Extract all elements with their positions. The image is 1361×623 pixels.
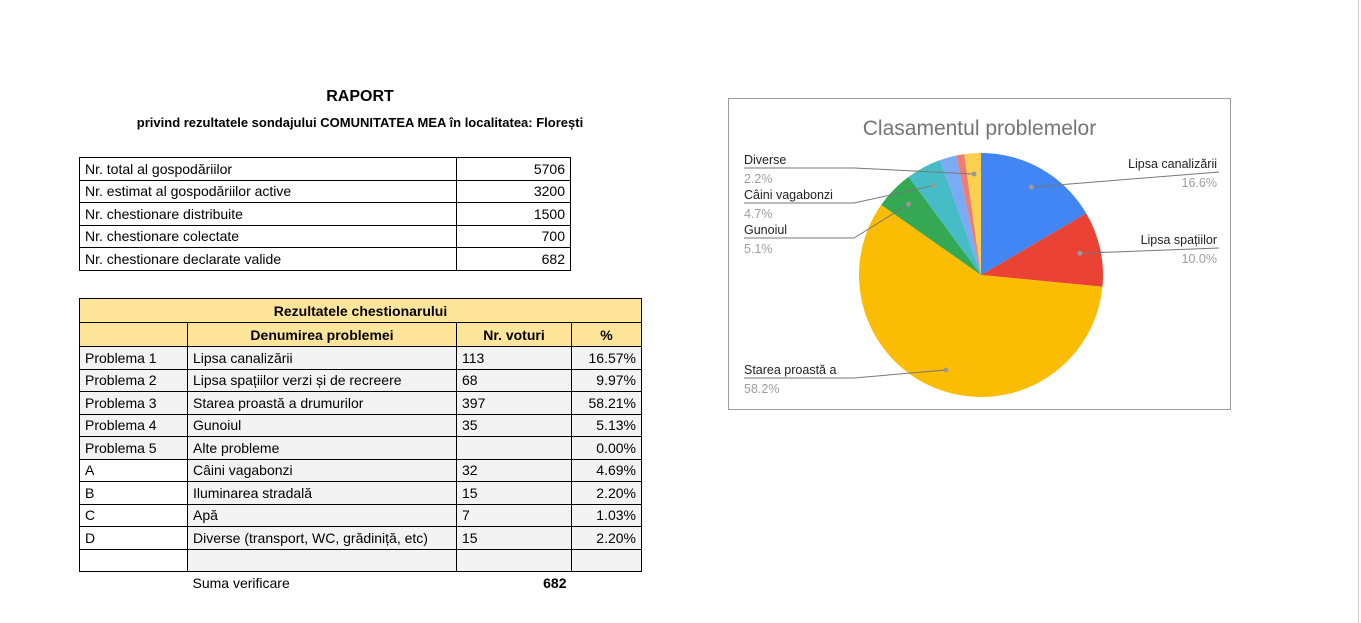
- info-table: [79, 157, 571, 271]
- row-name: Diverse (transport, WC, grădiniță, etc): [188, 527, 457, 550]
- info-label: Nr. chestionare colectate: [80, 225, 457, 248]
- pie-chart: [728, 98, 1231, 410]
- row-votes: [457, 437, 572, 460]
- row-pct: 0.00%: [572, 437, 642, 460]
- leader-dot: [1029, 185, 1034, 190]
- row-votes: 68: [457, 369, 572, 392]
- row-id: C: [80, 504, 188, 527]
- empty-row: [80, 549, 642, 572]
- sum-spacer: [80, 572, 188, 595]
- label-lipsa-canalizarii: Lipsa canalizării: [1128, 157, 1217, 171]
- info-value: 5706: [457, 158, 571, 181]
- row-id: Problema 2: [80, 369, 188, 392]
- info-row: [80, 248, 571, 271]
- leader-dot: [906, 202, 911, 207]
- label-gunoiul: Gunoiul: [744, 223, 788, 237]
- sum-value: 682: [457, 572, 572, 595]
- row-name: Alte probleme: [188, 437, 457, 460]
- row-name: Câini vagabonzi: [188, 459, 457, 482]
- leader-dot: [943, 367, 948, 372]
- empty-cell: [457, 549, 572, 572]
- table-row: [80, 347, 642, 370]
- sum-row: [80, 572, 642, 595]
- info-row: [80, 158, 571, 181]
- page-edge: [1358, 0, 1359, 623]
- row-pct: 9.97%: [572, 369, 642, 392]
- info-label: Nr. estimat al gospodăriilor active: [80, 180, 457, 203]
- pct-diverse: 2.2%: [744, 172, 773, 186]
- pct-gunoiul: 5.1%: [744, 242, 773, 256]
- table-row: [80, 527, 642, 550]
- pct-lipsa-canalizarii: 16.6%: [1181, 176, 1217, 190]
- row-name: Gunoiul: [188, 414, 457, 437]
- report-subtitle: privind rezultatele sondajului COMUNITATEA MEA în localitatea: Florești: [136, 115, 584, 130]
- row-id: Problema 3: [80, 392, 188, 415]
- row-votes: 113: [457, 347, 572, 370]
- pct-lipsa-spatiilor: 10.0%: [1181, 252, 1217, 266]
- sum-label: Suma verificare: [188, 572, 457, 595]
- row-pct: 16.57%: [572, 347, 642, 370]
- info-row: [80, 180, 571, 203]
- label-starea: Starea proastă a: [744, 363, 837, 377]
- leader-dot: [931, 183, 936, 188]
- row-id: Problema 1: [80, 347, 188, 370]
- info-value: 682: [457, 248, 571, 271]
- info-row: [80, 225, 571, 248]
- leader-dot: [1077, 251, 1082, 256]
- header-id: [80, 323, 188, 347]
- empty-cell: [80, 549, 188, 572]
- row-votes: 7: [457, 504, 572, 527]
- info-value: 700: [457, 225, 571, 248]
- row-votes: 15: [457, 527, 572, 550]
- row-pct: 2.20%: [572, 482, 642, 505]
- row-name: Starea proastă a drumurilor: [188, 392, 457, 415]
- row-pct: 5.13%: [572, 414, 642, 437]
- row-votes: 35: [457, 414, 572, 437]
- leader-dot: [972, 171, 977, 176]
- table-row: [80, 414, 642, 437]
- row-pct: 1.03%: [572, 504, 642, 527]
- table-row: [80, 392, 642, 415]
- row-id: Problema 4: [80, 414, 188, 437]
- row-id: Problema 5: [80, 437, 188, 460]
- table-row: [80, 437, 642, 460]
- row-name: Lipsa spațiilor verzi și de recreere: [188, 369, 457, 392]
- pct-starea: 58.2%: [744, 382, 780, 396]
- header-pct: %: [572, 323, 642, 347]
- row-pct: 2.20%: [572, 527, 642, 550]
- sum-spacer: [572, 572, 642, 595]
- row-name: Apă: [188, 504, 457, 527]
- label-diverse: Diverse: [744, 153, 787, 167]
- empty-cell: [572, 549, 642, 572]
- pct-caini: 4.7%: [744, 207, 773, 221]
- label-lipsa-spatiilor: Lipsa spațiilor: [1140, 233, 1217, 247]
- info-value: 3200: [457, 180, 571, 203]
- info-value: 1500: [457, 203, 571, 226]
- table-row: [80, 459, 642, 482]
- info-label: Nr. chestionare declarate valide: [80, 248, 457, 271]
- table-row: [80, 482, 642, 505]
- info-row: [80, 203, 571, 226]
- empty-cell: [188, 549, 457, 572]
- report-title: RAPORT: [326, 88, 394, 105]
- table-row: [80, 504, 642, 527]
- row-id: A: [80, 459, 188, 482]
- header-name: Denumirea problemei: [188, 323, 457, 347]
- row-name: Iluminarea stradală: [188, 482, 457, 505]
- row-votes: 32: [457, 459, 572, 482]
- info-label: Nr. total al gospodăriilor: [80, 158, 457, 181]
- info-label: Nr. chestionare distribuite: [80, 203, 457, 226]
- label-caini: Câini vagabonzi: [744, 188, 833, 202]
- row-id: B: [80, 482, 188, 505]
- row-id: D: [80, 527, 188, 550]
- row-pct: 58.21%: [572, 392, 642, 415]
- row-pct: 4.69%: [572, 459, 642, 482]
- results-table: [79, 298, 642, 594]
- table-row: [80, 369, 642, 392]
- row-votes: 15: [457, 482, 572, 505]
- chart-title: Clasamentul problemelor: [862, 117, 1097, 140]
- row-name: Lipsa canalizării: [188, 347, 457, 370]
- results-title: Rezultatele chestionarului: [80, 299, 642, 323]
- header-votes: Nr. voturi: [457, 323, 572, 347]
- row-votes: 397: [457, 392, 572, 415]
